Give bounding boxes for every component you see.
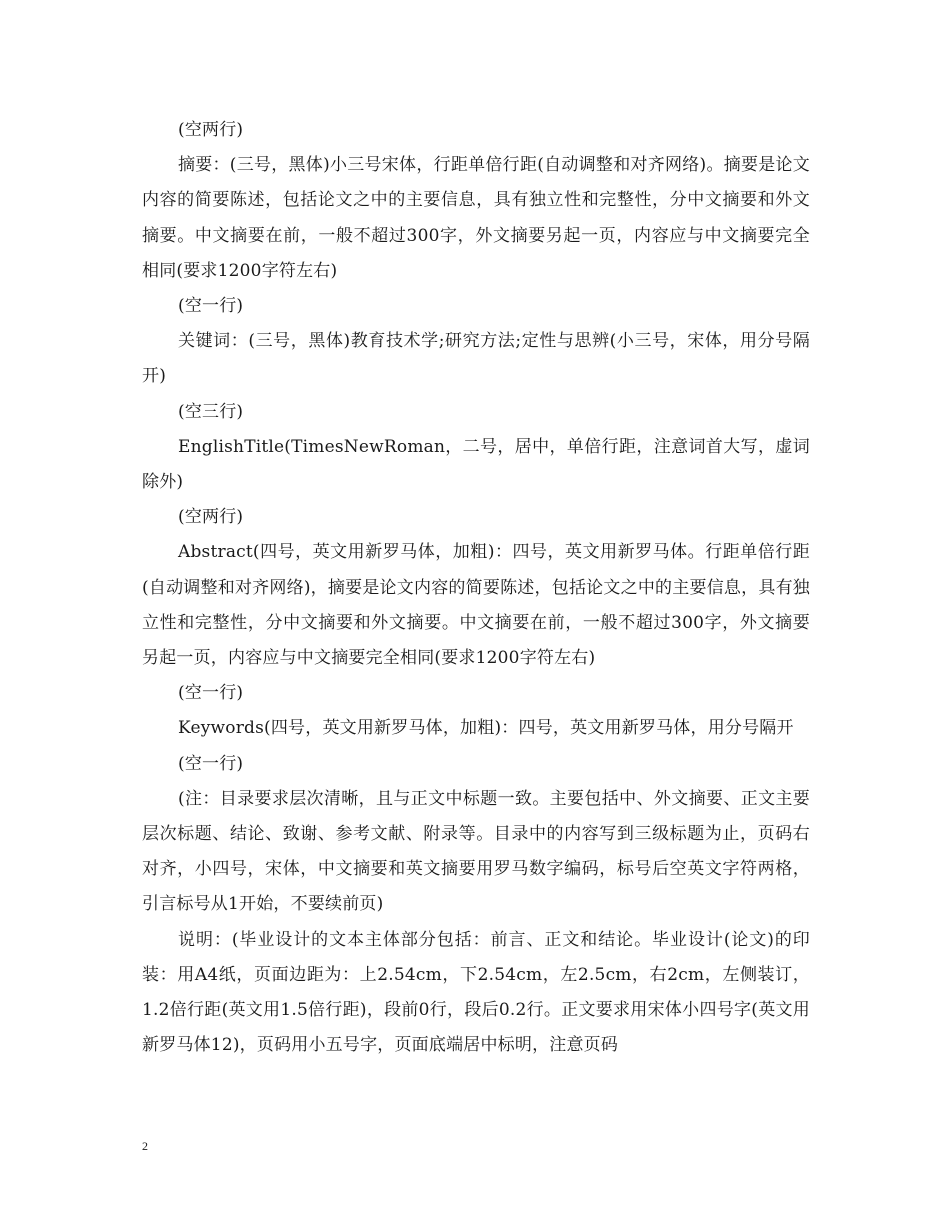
- document-body: [142, 113, 810, 1063]
- paragraph-blank-one-line-2: (空一行): [178, 683, 244, 704]
- paragraph-chinese-abstract: 摘要：(三号，黑体)小三号宋体，行距单倍行距(自动调整和对齐网络)。摘要是论文内容的简要陈述，包括论文之中的主要信息，具有独立性和完整性，分中文摘要和外文摘要。中文摘要在前，一般不超过300字，外文摘要另起一页，内容应与中文摘要完全相同(要求1200字符左右): [142, 155, 810, 281]
- paragraph-keywords: 关键词：(三号，黑体)教育技术学;研究方法;定性与思辨(小三号，宋体，用分号隔开): [142, 331, 810, 387]
- paragraph-blank-three-lines: (空三行): [178, 401, 244, 422]
- page-number: 2: [142, 1139, 148, 1153]
- paragraph-instructions: 说明：(毕业设计的文本主体部分包括：前言、正文和结论。毕业设计(论文)的印装：用A4纸，页面边距为：上2.54cm，下2.54cm，左2.5cm，右2cm，左侧装订，1.2倍行距(英文用1.5倍行距)，段前0行，段后0.2行。正文要求用宋体小四号字(英文用新罗马体12)，页码用小五号字，页面底端居中标明，注意页码: [142, 929, 810, 1056]
- paragraph-english-title: EnglishTitle(TimesNewRoman，二号，居中，单倍行距，注意词首大写，虚词除外): [142, 436, 810, 493]
- paragraph-blank-one-line-3: (空一行): [178, 753, 244, 774]
- paragraph-blank-two-lines-2: (空两行): [178, 507, 244, 528]
- paragraph-english-abstract: Abstract(四号，英文用新罗马体，加粗)：四号，英文用新罗马体。行距单倍行距(自动调整和对齐网络)，摘要是论文内容的简要陈述，包括论文之中的主要信息，具有独立性和完整性，分中文摘要和外文摘要。中文摘要在前，一般不超过300字，外文摘要另起一页，内容应与中文摘要完全相同(要求1200字符左右): [142, 542, 810, 669]
- paragraph-blank-one-line: (空一行): [178, 296, 244, 317]
- paragraph-table-of-contents-note: (注：目录要求层次清晰，且与正文中标题一致。主要包括中、外文摘要、正文主要层次标题、结论、致谢、参考文献、附录等。目录中的内容写到三级标题为止，页码右对齐，小四号，宋体，中文摘要和英文摘要用罗马数字编码，标号后空英文字符两格，引言标号从1开始，不要续前页): [142, 788, 810, 915]
- paragraph-blank-two-lines: (空两行): [178, 120, 244, 140]
- paragraph-english-keywords: Keywords(四号，英文用新罗马体，加粗)：四号，英文用新罗马体，用分号隔开: [178, 718, 794, 739]
